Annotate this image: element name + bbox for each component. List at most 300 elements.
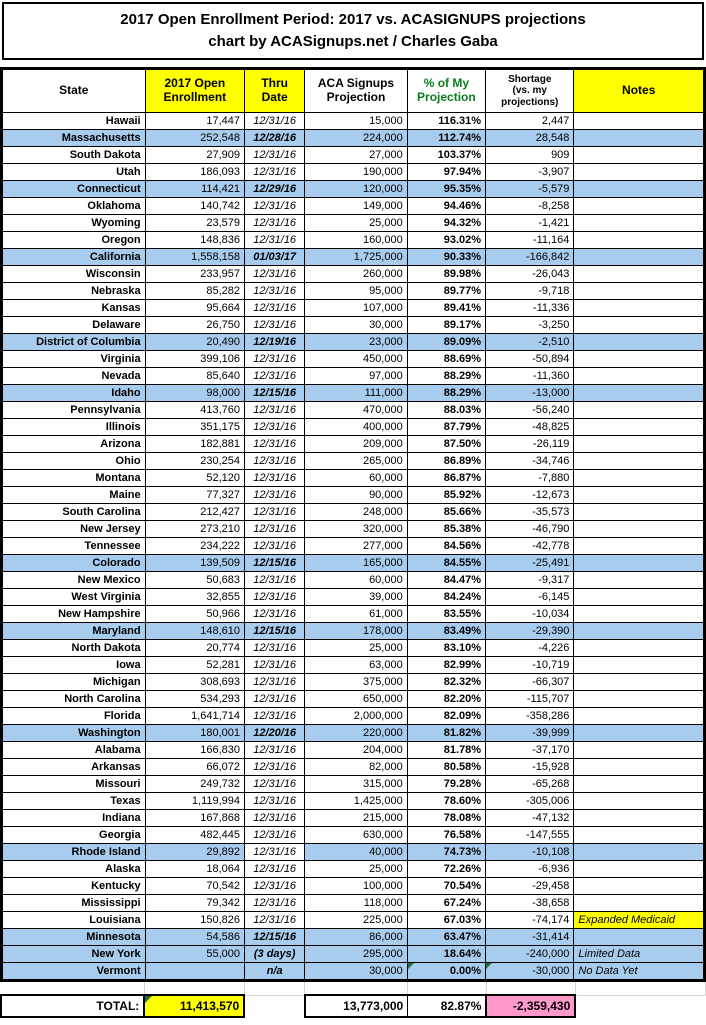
cell-projection: 90,000 xyxy=(305,487,407,504)
cell-state: Kentucky xyxy=(3,878,146,895)
cell-thru_date: 12/31/16 xyxy=(245,266,305,283)
cell-projection: 160,000 xyxy=(305,232,407,249)
cell-state: West Virginia xyxy=(3,589,146,606)
spacer-cell xyxy=(575,982,705,995)
cell-projection: 40,000 xyxy=(305,844,407,861)
cell-shortage: -66,307 xyxy=(486,674,574,691)
cell-shortage: -25,491 xyxy=(486,555,574,572)
table-row xyxy=(3,946,704,963)
cell-enrollment: 98,000 xyxy=(145,385,244,402)
table-row xyxy=(3,827,704,844)
cell-pct: 112.74% xyxy=(407,130,485,147)
col-header-notes: Notes xyxy=(574,70,704,113)
table-row xyxy=(3,759,704,776)
cell-pct: 89.77% xyxy=(407,283,485,300)
cell-state: North Dakota xyxy=(3,640,146,657)
cell-pct: 88.69% xyxy=(407,351,485,368)
spacer-cell xyxy=(244,982,305,995)
cell-note xyxy=(574,538,704,555)
cell-note xyxy=(574,470,704,487)
cell-note xyxy=(574,691,704,708)
cell-enrollment: 140,742 xyxy=(145,198,244,215)
cell-thru_date: 12/31/16 xyxy=(245,487,305,504)
cell-shortage: -9,317 xyxy=(486,572,574,589)
table-row xyxy=(3,555,704,572)
table-row xyxy=(3,776,704,793)
cell-enrollment: 114,421 xyxy=(145,181,244,198)
cell-pct: 84.24% xyxy=(407,589,485,606)
cell-enrollment: 29,892 xyxy=(145,844,244,861)
cell-state: New Hampshire xyxy=(3,606,146,623)
cell-enrollment: 252,548 xyxy=(145,130,244,147)
cell-projection: 650,000 xyxy=(305,691,407,708)
cell-pct: 82.99% xyxy=(407,657,485,674)
cell-projection: 30,000 xyxy=(305,317,407,334)
cell-shortage: -240,000 xyxy=(486,946,574,963)
cell-state: Montana xyxy=(3,470,146,487)
cell-projection: 248,000 xyxy=(305,504,407,521)
table-row xyxy=(3,351,704,368)
cell-state: Arizona xyxy=(3,436,146,453)
cell-projection: 215,000 xyxy=(305,810,407,827)
cell-projection: 178,000 xyxy=(305,623,407,640)
cell-thru_date: 12/15/16 xyxy=(245,385,305,402)
col-header-shortage: Shortage (vs. my projections) xyxy=(486,70,574,113)
cell-state: Arkansas xyxy=(3,759,146,776)
cell-shortage: -65,268 xyxy=(486,776,574,793)
col-header-enrollment: 2017 Open Enrollment xyxy=(145,70,244,113)
cell-projection: 149,000 xyxy=(305,198,407,215)
cell-enrollment: 50,683 xyxy=(145,572,244,589)
cell-note xyxy=(574,164,704,181)
cell-note xyxy=(574,844,704,861)
spacer-row xyxy=(1,982,706,995)
cell-shortage: -12,673 xyxy=(486,487,574,504)
cell-thru_date: 12/31/16 xyxy=(245,844,305,861)
cell-state: Wisconsin xyxy=(3,266,146,283)
table-row xyxy=(3,113,704,130)
cell-enrollment: 70,542 xyxy=(145,878,244,895)
table-row xyxy=(3,708,704,725)
table-row xyxy=(3,691,704,708)
cell-shortage: -2,510 xyxy=(486,334,574,351)
cell-state: Washington xyxy=(3,725,146,742)
cell-projection: 25,000 xyxy=(305,861,407,878)
cell-state: Connecticut xyxy=(3,181,146,198)
cell-thru_date: 12/28/16 xyxy=(245,130,305,147)
cell-state: Michigan xyxy=(3,674,146,691)
cell-enrollment: 186,093 xyxy=(145,164,244,181)
cell-thru_date: 12/31/16 xyxy=(245,164,305,181)
cell-enrollment: 32,855 xyxy=(145,589,244,606)
cell-shortage: -13,000 xyxy=(486,385,574,402)
cell-projection: 165,000 xyxy=(305,555,407,572)
table-row xyxy=(3,725,704,742)
cell-pct: 103.37% xyxy=(407,147,485,164)
cell-pct: 94.32% xyxy=(407,215,485,232)
cell-projection: 450,000 xyxy=(305,351,407,368)
cell-pct: 78.08% xyxy=(407,810,485,827)
cell-note xyxy=(574,283,704,300)
cell-shortage: -4,226 xyxy=(486,640,574,657)
enrollment-table-wrap xyxy=(0,67,706,982)
cell-pct: 88.03% xyxy=(407,402,485,419)
cell-note xyxy=(574,929,704,946)
cell-enrollment: 182,881 xyxy=(145,436,244,453)
table-row xyxy=(3,929,704,946)
cell-shortage: -10,034 xyxy=(486,606,574,623)
cell-thru_date: 12/31/16 xyxy=(245,606,305,623)
cell-projection: 60,000 xyxy=(305,470,407,487)
cell-shortage: -37,170 xyxy=(486,742,574,759)
cell-note xyxy=(574,147,704,164)
cell-enrollment: 27,909 xyxy=(145,147,244,164)
cell-projection: 400,000 xyxy=(305,419,407,436)
spacer-cell xyxy=(408,982,487,995)
cell-state: Georgia xyxy=(3,827,146,844)
table-row xyxy=(3,215,704,232)
cell-thru_date: 12/19/16 xyxy=(245,334,305,351)
cell-shortage: -147,555 xyxy=(486,827,574,844)
table-row xyxy=(3,844,704,861)
cell-thru_date: 12/31/16 xyxy=(245,912,305,929)
cell-pct: 84.55% xyxy=(407,555,485,572)
cell-projection: 265,000 xyxy=(305,453,407,470)
table-row xyxy=(3,742,704,759)
cell-pct: 83.55% xyxy=(407,606,485,623)
chart-subtitle: chart by ACASignups.net / Charles Gaba xyxy=(208,33,498,50)
cell-shortage: 909 xyxy=(486,147,574,164)
cell-thru_date: 12/29/16 xyxy=(245,181,305,198)
cell-note xyxy=(574,759,704,776)
cell-enrollment: 66,072 xyxy=(145,759,244,776)
cell-note: Expanded Medicaid xyxy=(574,912,704,929)
cell-enrollment: 249,732 xyxy=(145,776,244,793)
cell-projection: 111,000 xyxy=(305,385,407,402)
cell-pct: 85.38% xyxy=(407,521,485,538)
cell-thru_date: 12/31/16 xyxy=(245,368,305,385)
cell-state: Nebraska xyxy=(3,283,146,300)
cell-pct: 86.89% xyxy=(407,453,485,470)
spacer-cell xyxy=(305,982,408,995)
cell-enrollment: 85,640 xyxy=(145,368,244,385)
cell-state: Louisiana xyxy=(3,912,146,929)
table-row xyxy=(3,606,704,623)
cell-shortage: -1,421 xyxy=(486,215,574,232)
table-row xyxy=(3,300,704,317)
cell-projection: 2,000,000 xyxy=(305,708,407,725)
cell-pct: 83.49% xyxy=(407,623,485,640)
cell-enrollment: 230,254 xyxy=(145,453,244,470)
cell-thru_date: 12/31/16 xyxy=(245,861,305,878)
cell-note xyxy=(574,555,704,572)
cell-shortage: -8,258 xyxy=(486,198,574,215)
cell-shortage: -31,414 xyxy=(486,929,574,946)
cell-pct: 79.28% xyxy=(407,776,485,793)
cell-projection: 118,000 xyxy=(305,895,407,912)
cell-pct: 81.78% xyxy=(407,742,485,759)
cell-projection: 120,000 xyxy=(305,181,407,198)
cell-projection: 63,000 xyxy=(305,657,407,674)
cell-state: Pennsylvania xyxy=(3,402,146,419)
cell-shortage: -305,006 xyxy=(486,793,574,810)
cell-note xyxy=(574,317,704,334)
total-shortage: -2,359,430 xyxy=(486,995,575,1017)
cell-state: Kansas xyxy=(3,300,146,317)
cell-pct: 90.33% xyxy=(407,249,485,266)
cell-note xyxy=(574,113,704,130)
cell-state: Virginia xyxy=(3,351,146,368)
cell-enrollment: 482,445 xyxy=(145,827,244,844)
cell-thru_date: 12/31/16 xyxy=(245,538,305,555)
cell-note xyxy=(574,130,704,147)
cell-shortage: -35,573 xyxy=(486,504,574,521)
cell-projection: 95,000 xyxy=(305,283,407,300)
cell-note xyxy=(574,742,704,759)
cell-projection: 100,000 xyxy=(305,878,407,895)
cell-note xyxy=(574,827,704,844)
table-row xyxy=(3,249,704,266)
table-row xyxy=(3,130,704,147)
cell-note xyxy=(574,861,704,878)
cell-shortage: -50,894 xyxy=(486,351,574,368)
spacer-cell xyxy=(486,982,575,995)
cell-shortage: -6,936 xyxy=(486,861,574,878)
table-row xyxy=(3,317,704,334)
cell-enrollment: 139,509 xyxy=(145,555,244,572)
cell-note xyxy=(574,385,704,402)
cell-shortage: -5,579 xyxy=(486,181,574,198)
cell-pct: 82.20% xyxy=(407,691,485,708)
total-label: TOTAL: xyxy=(1,995,144,1017)
cell-note: No Data Yet xyxy=(574,963,704,980)
cell-projection: 209,000 xyxy=(305,436,407,453)
cell-thru_date: 12/31/16 xyxy=(245,895,305,912)
cell-pct: 81.82% xyxy=(407,725,485,742)
cell-thru_date: 12/31/16 xyxy=(245,215,305,232)
table-row xyxy=(3,419,704,436)
cell-enrollment: 166,830 xyxy=(145,742,244,759)
total-row xyxy=(1,995,706,1017)
cell-state: Missouri xyxy=(3,776,146,793)
cell-note xyxy=(574,487,704,504)
table-row xyxy=(3,878,704,895)
cell-note xyxy=(574,589,704,606)
cell-note xyxy=(574,572,704,589)
cell-enrollment: 18,064 xyxy=(145,861,244,878)
cell-projection: 1,425,000 xyxy=(305,793,407,810)
cell-thru_date: 12/15/16 xyxy=(245,623,305,640)
col-header-pct: % of My Projection xyxy=(407,70,485,113)
cell-thru_date: 12/15/16 xyxy=(245,555,305,572)
cell-note xyxy=(574,181,704,198)
cell-enrollment: 399,106 xyxy=(145,351,244,368)
cell-state: Illinois xyxy=(3,419,146,436)
cell-state: Iowa xyxy=(3,657,146,674)
cell-pct: 86.87% xyxy=(407,470,485,487)
cell-state: Alabama xyxy=(3,742,146,759)
table-row xyxy=(3,521,704,538)
cell-state: Vermont xyxy=(3,963,146,980)
cell-pct: 72.26% xyxy=(407,861,485,878)
cell-enrollment: 1,558,158 xyxy=(145,249,244,266)
cell-projection: 320,000 xyxy=(305,521,407,538)
cell-thru_date: 12/31/16 xyxy=(245,198,305,215)
cell-pct: 85.66% xyxy=(407,504,485,521)
cell-projection: 190,000 xyxy=(305,164,407,181)
table-row xyxy=(3,334,704,351)
col-header-state: State xyxy=(3,70,146,113)
cell-enrollment: 52,120 xyxy=(145,470,244,487)
cell-shortage: -9,718 xyxy=(486,283,574,300)
cell-enrollment: 180,001 xyxy=(145,725,244,742)
table-row xyxy=(3,470,704,487)
cell-note xyxy=(574,878,704,895)
table-row xyxy=(3,538,704,555)
cell-thru_date: 12/31/16 xyxy=(245,470,305,487)
cell-enrollment: 55,000 xyxy=(145,946,244,963)
table-row xyxy=(3,402,704,419)
cell-pct: 88.29% xyxy=(407,368,485,385)
cell-pct: 67.24% xyxy=(407,895,485,912)
cell-projection: 97,000 xyxy=(305,368,407,385)
cell-pct: 93.02% xyxy=(407,232,485,249)
cell-state: Wyoming xyxy=(3,215,146,232)
cell-thru_date: 12/31/16 xyxy=(245,453,305,470)
cell-shortage: -7,880 xyxy=(486,470,574,487)
cell-projection: 295,000 xyxy=(305,946,407,963)
table-row xyxy=(3,266,704,283)
cell-thru_date: 12/31/16 xyxy=(245,504,305,521)
cell-note xyxy=(574,266,704,283)
cell-state: Massachusetts xyxy=(3,130,146,147)
table-row xyxy=(3,368,704,385)
table-row xyxy=(3,436,704,453)
cell-pct: 89.98% xyxy=(407,266,485,283)
cell-note xyxy=(574,708,704,725)
cell-pct: 84.47% xyxy=(407,572,485,589)
cell-pct: 74.73% xyxy=(407,844,485,861)
cell-note xyxy=(574,657,704,674)
cell-shortage: -358,286 xyxy=(486,708,574,725)
cell-pct: 87.50% xyxy=(407,436,485,453)
cell-state: Rhode Island xyxy=(3,844,146,861)
cell-pct: 88.29% xyxy=(407,385,485,402)
cell-state: Maine xyxy=(3,487,146,504)
cell-projection: 25,000 xyxy=(305,640,407,657)
cell-note: Limited Data xyxy=(574,946,704,963)
cell-projection: 23,000 xyxy=(305,334,407,351)
cell-thru_date: 12/31/16 xyxy=(245,232,305,249)
cell-pct: 84.56% xyxy=(407,538,485,555)
cell-note xyxy=(574,453,704,470)
cell-shortage: -15,928 xyxy=(486,759,574,776)
cell-projection: 30,000 xyxy=(305,963,407,980)
cell-thru_date: 12/31/16 xyxy=(245,351,305,368)
cell-thru_date: 01/03/17 xyxy=(245,249,305,266)
cell-enrollment: 26,750 xyxy=(145,317,244,334)
total-notes-empty xyxy=(575,995,705,1017)
cell-shortage: -29,390 xyxy=(486,623,574,640)
cell-enrollment: 77,327 xyxy=(145,487,244,504)
cell-shortage: -11,164 xyxy=(486,232,574,249)
cell-enrollment: 308,693 xyxy=(145,674,244,691)
cell-shortage-flagged: -30,000 xyxy=(486,963,574,980)
cell-pct: 95.35% xyxy=(407,181,485,198)
cell-shortage: -11,360 xyxy=(486,368,574,385)
enrollment-table xyxy=(2,69,704,980)
total-pct: 82.87% xyxy=(408,995,487,1017)
cell-projection: 220,000 xyxy=(305,725,407,742)
cell-projection: 260,000 xyxy=(305,266,407,283)
cell-thru_date: 12/20/16 xyxy=(245,725,305,742)
cell-thru_date: 12/31/16 xyxy=(245,402,305,419)
cell-thru_date: 12/31/16 xyxy=(245,691,305,708)
cell-shortage: -3,250 xyxy=(486,317,574,334)
cell-enrollment: 79,342 xyxy=(145,895,244,912)
table-row xyxy=(3,895,704,912)
cell-state: District of Columbia xyxy=(3,334,146,351)
cell-note xyxy=(574,436,704,453)
cell-state: Idaho xyxy=(3,385,146,402)
cell-enrollment: 1,119,994 xyxy=(145,793,244,810)
cell-enrollment: 50,966 xyxy=(145,606,244,623)
table-row xyxy=(3,147,704,164)
cell-shortage: -46,790 xyxy=(486,521,574,538)
cell-state: Hawaii xyxy=(3,113,146,130)
cell-shortage: -26,043 xyxy=(486,266,574,283)
cell-thru_date: 12/15/16 xyxy=(245,929,305,946)
total-section xyxy=(0,982,706,1018)
cell-shortage: -38,658 xyxy=(486,895,574,912)
cell-thru_date: 12/31/16 xyxy=(245,113,305,130)
cell-projection: 60,000 xyxy=(305,572,407,589)
cell-projection: 15,000 xyxy=(305,113,407,130)
cell-shortage: -39,999 xyxy=(486,725,574,742)
cell-projection: 630,000 xyxy=(305,827,407,844)
cell-note xyxy=(574,793,704,810)
cell-projection: 86,000 xyxy=(305,929,407,946)
cell-pct: 70.54% xyxy=(407,878,485,895)
table-row xyxy=(3,657,704,674)
cell-shortage: -74,174 xyxy=(486,912,574,929)
cell-note xyxy=(574,521,704,538)
cell-projection: 61,000 xyxy=(305,606,407,623)
cell-enrollment: 148,836 xyxy=(145,232,244,249)
cell-pct: 89.09% xyxy=(407,334,485,351)
cell-enrollment: 54,586 xyxy=(145,929,244,946)
cell-pct: 85.92% xyxy=(407,487,485,504)
cell-projection: 1,725,000 xyxy=(305,249,407,266)
table-row xyxy=(3,963,704,980)
chart-title: 2017 Open Enrollment Period: 2017 vs. ACASIGNUPS projections xyxy=(120,11,586,29)
cell-state: Oregon xyxy=(3,232,146,249)
cell-state: California xyxy=(3,249,146,266)
cell-state: Maryland xyxy=(3,623,146,640)
cell-note xyxy=(574,895,704,912)
table-row xyxy=(3,793,704,810)
cell-note xyxy=(574,606,704,623)
cell-pct: 78.60% xyxy=(407,793,485,810)
cell-projection: 315,000 xyxy=(305,776,407,793)
cell-thru_date: 12/31/16 xyxy=(245,742,305,759)
cell-pct: 89.41% xyxy=(407,300,485,317)
cell-shortage: -10,719 xyxy=(486,657,574,674)
cell-note xyxy=(574,623,704,640)
cell-thru_date: 12/31/16 xyxy=(245,776,305,793)
table-row xyxy=(3,589,704,606)
cell-shortage: -48,825 xyxy=(486,419,574,436)
